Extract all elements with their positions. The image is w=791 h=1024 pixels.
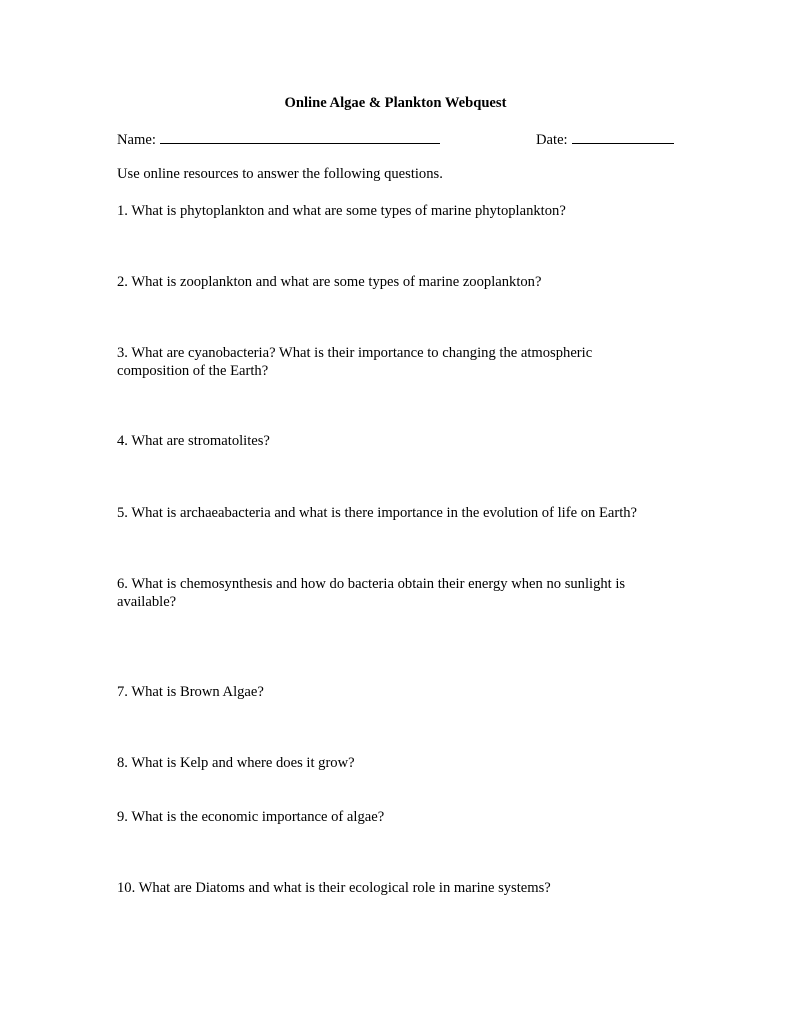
question-4: 4. What are stromatolites?	[117, 433, 270, 449]
question-3-line-1: 3. What are cyanobacteria? What is their importance to changing the atmospheric	[117, 345, 593, 361]
question-10: 10. What are Diatoms and what is their ecological role in marine systems?	[117, 880, 551, 896]
question-2: 2. What is zooplankton and what are some types of marine zooplankton?	[117, 274, 542, 290]
instructions-text: Use online resources to answer the following questions.	[117, 166, 443, 182]
date-label: Date:	[536, 132, 568, 148]
worksheet-title: Online Algae & Plankton Webquest	[284, 95, 507, 111]
question-7: 7. What is Brown Algae?	[117, 684, 264, 700]
question-9: 9. What is the economic importance of algae?	[117, 809, 385, 825]
name-label: Name:	[117, 132, 156, 148]
question-3-line-2: composition of the Earth?	[117, 363, 269, 379]
question-8: 8. What is Kelp and where does it grow?	[117, 755, 355, 771]
date-field	[536, 129, 674, 149]
question-6-line-2: available?	[117, 594, 177, 610]
question-6-line-1: 6. What is chemosynthesis and how do bacteria obtain their energy when no sunlight is	[117, 576, 626, 592]
date-blank-line	[572, 129, 674, 144]
question-1: 1. What is phytoplankton and what are some types of marine phytoplankton?	[117, 203, 566, 219]
name-blank-line	[160, 129, 440, 144]
name-field	[117, 129, 440, 149]
question-5: 5. What is archaeabacteria and what is there importance in the evolution of life on Earth?	[117, 505, 638, 521]
